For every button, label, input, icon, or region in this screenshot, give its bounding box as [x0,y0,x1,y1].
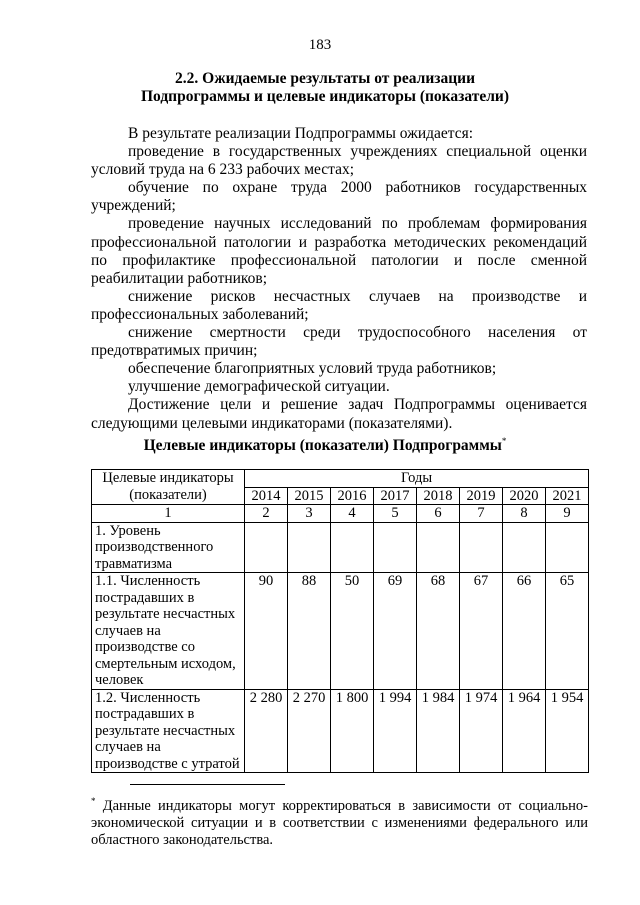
page-number: 183 [308,37,332,53]
indicator-value-cell [331,522,374,573]
year-header-cell: 2018 [417,487,460,505]
column-number-cell: 4 [331,505,374,523]
table-row [92,573,589,690]
column-number-cell: 1 [92,505,245,523]
paragraph: В результате реализации Подпрограммы ожидается: [128,125,474,142]
years-header-cell: Годы [245,470,589,488]
column-number-cell: 2 [245,505,288,523]
column-number-cell: 3 [288,505,331,523]
paragraph: проведение научных исследований по проблемам формирования профессиональной патологии и разработка методических рекомендаций по профилактике профессиональной патологии и после сменной реабилитации работников; [91,215,587,287]
section-heading-line-1: 2.2. Ожидаемые результаты от реализации [174,70,476,87]
footnote [91,793,588,849]
year-header-cell: 2020 [503,487,546,505]
year-header-cell: 2016 [331,487,374,505]
indicator-value-cell: 68 [417,573,460,690]
indicator-value-cell [460,522,503,573]
indicators-table [91,469,589,773]
indicator-value-cell: 1 994 [374,689,417,773]
paragraph: проведение в государственных учреждениях специальной оценки условий труда на 6 233 рабочих местах; [91,143,587,179]
indicator-value-cell: 1 954 [546,689,589,773]
indicator-value-cell: 1 800 [331,689,374,773]
year-header-cell: 2021 [546,487,589,505]
table-body [92,470,589,773]
paragraph: снижение смертности среди трудоспособного населения от предотвратимых причин; [91,324,587,360]
indicator-value-cell [374,522,417,573]
indicator-label-cell: 1.2. Численность пострадавших в результате несчастных случаев на производстве с утратой [92,689,245,773]
indicator-value-cell: 90 [245,573,288,690]
table-row [92,689,589,773]
indicator-value-cell: 1 974 [460,689,503,773]
indicator-value-cell: 88 [288,573,331,690]
body-text [91,125,587,433]
indicator-label-cell: 1.1. Численность пострадавших в результате несчастных случаев на производстве со смертельным исходом, человек [92,573,245,690]
footnote-divider [130,784,285,785]
paragraph: Достижение цели и решение задач Подпрограммы оценивается следующими целевыми индикаторами (показателями). [91,396,587,432]
paragraph: обеспечение благоприятных условий труда работников; [128,360,497,378]
year-header-cell: 2019 [460,487,503,505]
column-number-cell: 5 [374,505,417,523]
indicator-value-cell [546,522,589,573]
indicator-value-cell: 1 964 [503,689,546,773]
indicator-value-cell: 66 [503,573,546,690]
table-title-text: Целевые индикаторы (показатели) Подпрограммы [143,437,502,455]
indicator-value-cell: 1 984 [417,689,460,773]
paragraph: обучение по охране труда 2000 работников государственных учреждений; [91,179,587,215]
indicator-value-cell: 2 270 [288,689,331,773]
indicator-header-cell: Целевые индикаторы (показатели) [92,470,245,505]
section-heading [60,70,590,106]
paragraph: улучшение демографической ситуации. [128,378,390,396]
year-header-cell: 2015 [288,487,331,505]
paragraph: снижение рисков несчастных случаев на производстве и профессиональных заболеваний; [91,287,587,323]
footnote-marker: * [501,436,507,446]
column-number-cell: 8 [503,505,546,523]
indicator-value-cell [245,522,288,573]
indicator-label-cell: 1. Уровень производственного травматизма [92,522,245,573]
indicator-value-cell: 50 [331,573,374,690]
indicator-value-cell [503,522,546,573]
indicator-value-cell: 65 [546,573,589,690]
indicator-value-cell [417,522,460,573]
year-header-cell: 2014 [245,487,288,505]
indicator-value-cell [288,522,331,573]
table-column-numbers-row [92,505,589,523]
indicator-value-cell: 2 280 [245,689,288,773]
column-number-cell: 9 [546,505,589,523]
indicator-value-cell: 69 [374,573,417,690]
column-number-cell: 7 [460,505,503,523]
indicator-value-cell: 67 [460,573,503,690]
section-heading-line-2: Подпрограммы и целевые индикаторы (показатели) [140,88,509,105]
year-header-cell: 2017 [374,487,417,505]
footnote-text: Данные индикаторы могут корректироваться в зависимости от социально-экономической ситуации и в соответствии с изменениями федерального или областного законодательства. [91,797,588,848]
table-header-row [92,470,589,488]
table-title [60,436,590,455]
column-number-cell: 6 [417,505,460,523]
table-row [92,522,589,573]
footnote-mark: * [91,796,96,806]
